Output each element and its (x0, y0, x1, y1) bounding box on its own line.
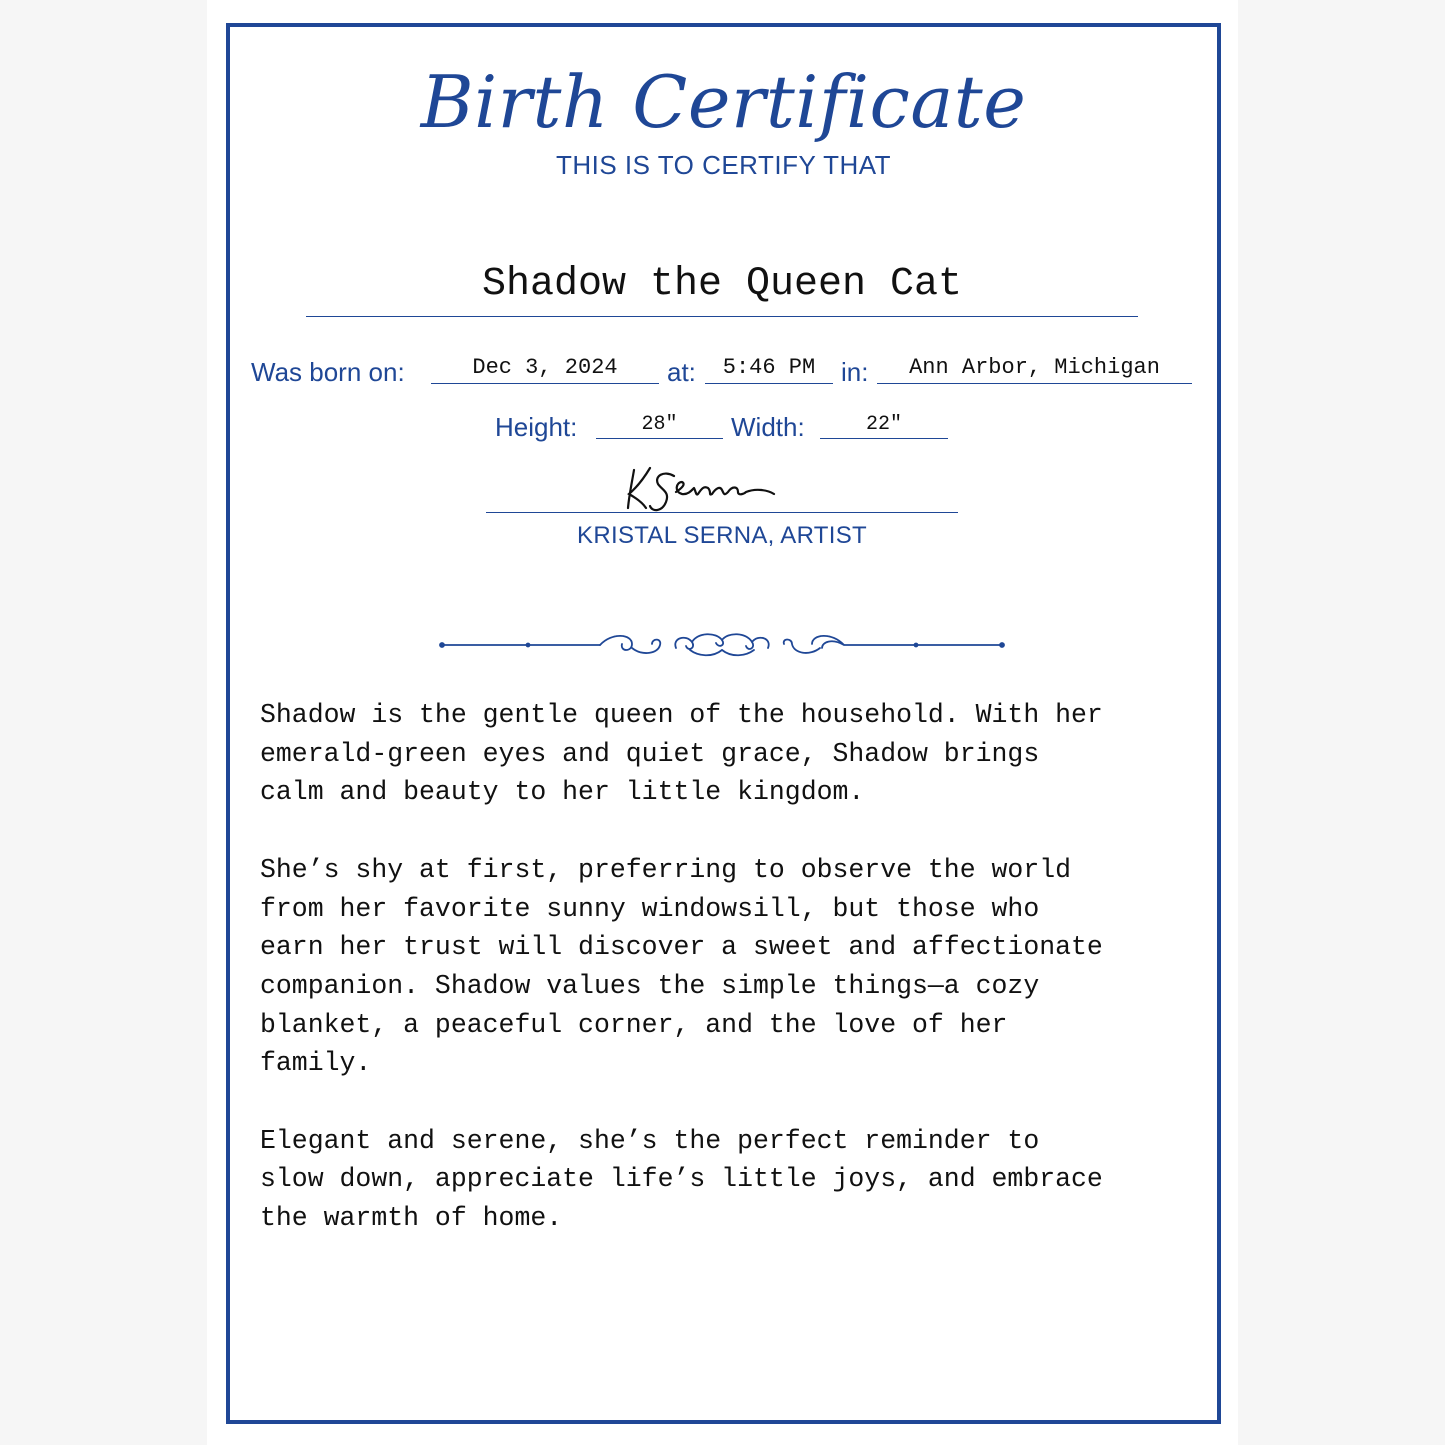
height-value: 28" (641, 413, 678, 436)
height-underline (596, 438, 723, 439)
description-paragraph-3: Elegant and serene, she’s the perfect reminder to slow down, appreciate life’s little joys, and embrace the warmth of home. (260, 1125, 1103, 1234)
born-label: Was born on: (251, 357, 405, 387)
name-underline (306, 316, 1138, 317)
time-label: at: (667, 357, 696, 387)
height-label: Height: (495, 412, 578, 442)
description-paragraph-1: Shadow is the gentle queen of the household. With her emerald-green eyes and quiet grace, Shadow brings calm and beauty to her little kingdom. (260, 700, 1103, 808)
width-underline (820, 438, 948, 439)
width-value: 22" (865, 413, 902, 436)
time-value: 5:46 PM (722, 355, 816, 380)
born-underline (431, 383, 659, 384)
born-value: Dec 3, 2024 (472, 355, 618, 380)
certificate-subtitle: THIS IS TO CERTIFY THAT (555, 150, 892, 180)
description-paragraph-2: She’s shy at first, preferring to observe the world from her favorite sunny windowsill, but those who earn her trust will discover a sweet and affectionate companion. Shadow values the simple things—a cozy blanket, a peaceful corner, and the love of her family. (260, 854, 1103, 1079)
place-label: in: (841, 357, 869, 387)
time-underline (705, 383, 833, 384)
place-value: Ann Arbor, Michigan (909, 355, 1160, 380)
width-label: Width: (731, 412, 805, 442)
place-underline (877, 383, 1192, 384)
signature-icon (616, 462, 786, 524)
description (260, 696, 1200, 1277)
signature-text: KSerna (616, 462, 620, 463)
ornament-divider-icon (436, 626, 1008, 664)
certificate-title: Birth Certificate (420, 60, 1027, 144)
signature-line (486, 512, 958, 513)
artist-caption: KRISTAL SERNA, ARTIST (577, 522, 867, 549)
pet-name: Shadow the Queen Cat (481, 262, 963, 307)
